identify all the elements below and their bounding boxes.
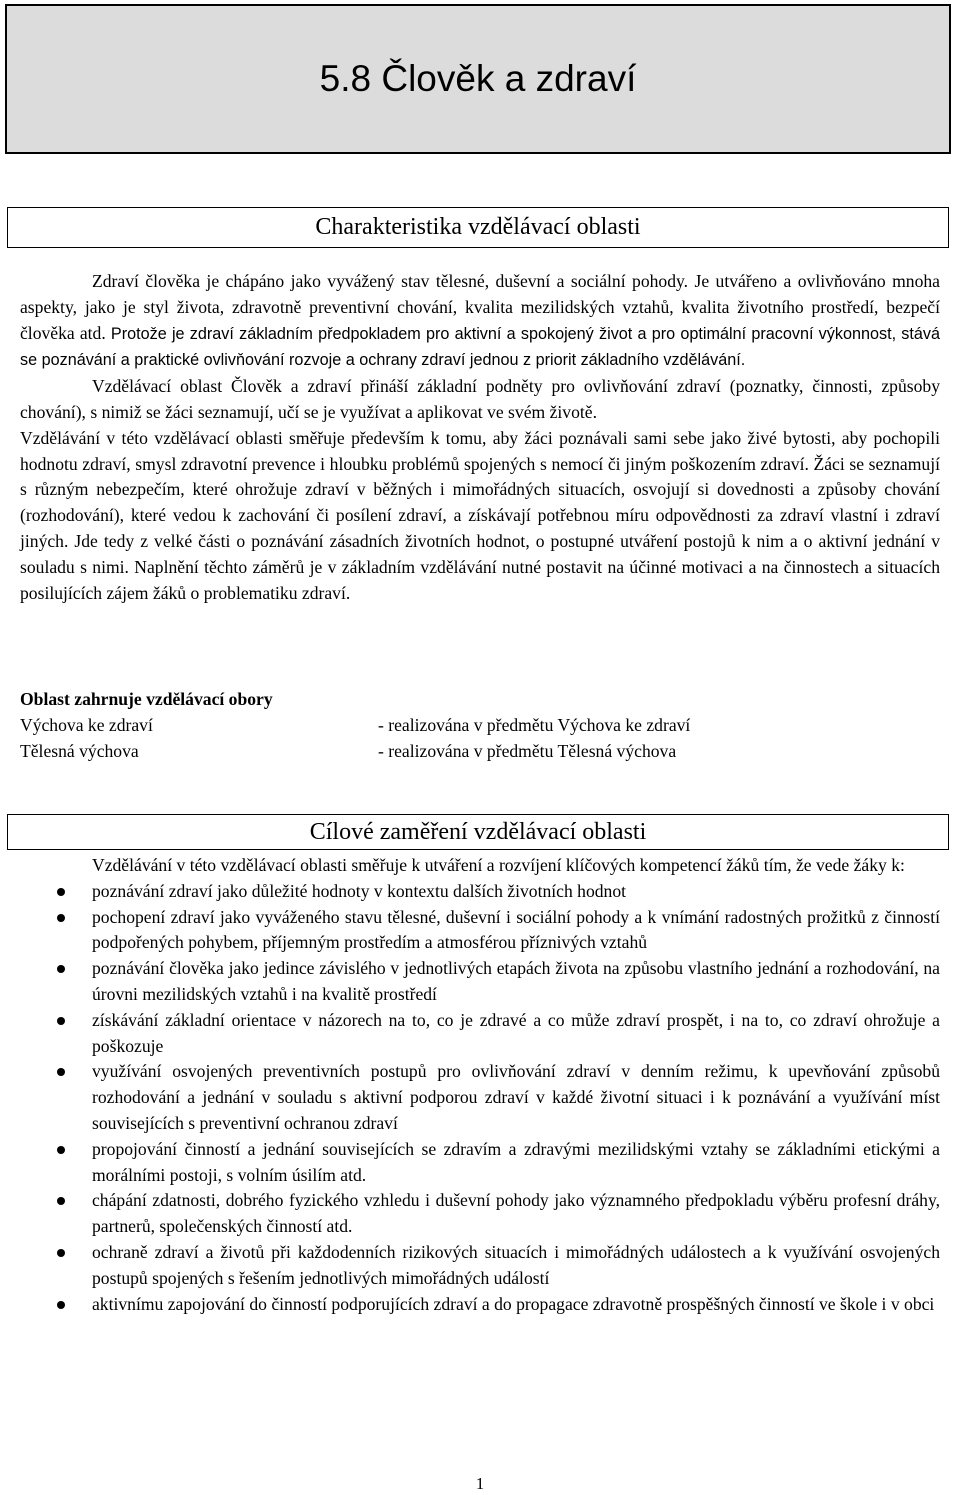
list-item-text: aktivnímu zapojování do činností podporujících zdraví a do propagace zdravotně prospěšných činností ve škole i v obci xyxy=(92,1293,935,1314)
list-item-text: chápání zdatnosti, dobrého fyzického vzhledu i duševní pohody jako významného předpokladu výběru profesní dráhy, partnerů, společenských činností atd. xyxy=(92,1190,940,1237)
section-heading-goals: Cílové zaměření vzdělávací oblasti xyxy=(309,818,647,845)
list-item xyxy=(20,879,940,905)
paragraph-text-sans: Protože je zdraví základním předpokladem pro aktivní a spokojený život a pro optimální pracovní výkonnost, stává se poznávání a praktické ovlivňování rozvoje a ochrany zdraví jednou z priorit základního vzdělávání. xyxy=(20,324,941,370)
bullet-icon xyxy=(57,1197,65,1205)
subject-areas xyxy=(20,687,940,764)
bullet-icon xyxy=(57,1249,65,1257)
bullet-icon xyxy=(57,1017,65,1025)
goals-body xyxy=(20,853,940,1317)
bullet-icon xyxy=(57,965,65,973)
bullet-icon xyxy=(57,914,65,922)
list-item-text: pochopení zdraví jako vyváženého stavu tělesné, duševní i sociální pohody a k vnímání radostných prožitků z činností podpořených pohybem, příjemným prostředím a atmosférou příznivých vztahů xyxy=(92,906,940,953)
subject-name: Tělesná výchova xyxy=(20,740,139,761)
list-item-text: propojování činností a jednání souvisejících se zdravím a zdravými mezilidskými vztahy se základními etickými a morálními postoji, s volním úsilím atd. xyxy=(92,1138,940,1185)
list-item-text: poznávání člověka jako jedince závislého v jednotlivých etapách života na způsobu vlastního jednání a rozhodování, na úrovni mezilidských vztahů i na kvalitě prostředí xyxy=(92,958,940,1004)
list-item-text: poznávání zdraví jako důležité hodnoty v kontextu dalších životních hodnot xyxy=(92,880,627,901)
bullet-icon xyxy=(57,888,65,896)
list-item-text: získávání základní orientace v názorech na to, co je zdravé a co může zdraví prospět, i na to, co zdraví ohrožuje a poškozuje xyxy=(92,1009,940,1056)
list-item xyxy=(20,956,940,1008)
list-item xyxy=(20,1240,940,1292)
subject-name: Výchova ke zdraví xyxy=(20,714,153,735)
subject-note: - realizována v předmětu Tělesná výchova xyxy=(378,740,677,761)
paragraph-text: Zdraví člověka je chápáno jako vyvážený stav tělesné, duševní a sociální pohody. Je utvářeno a ovlivňováno mnoha aspekty, jako je styl života, zdravotně preventivní chování, kvalita mezilidských vztahů, kvalita životního prostředí, bezpečí člověka atd. xyxy=(20,271,940,343)
goals-intro: Vzdělávání v této vzdělávací oblasti směřuje k utváření a rozvíjení klíčových kompetencí žáků tím, že vede žáky k: xyxy=(92,855,905,875)
chapter-title: 5.8 Člověk a zdraví xyxy=(319,58,637,99)
list-item-text: ochraně zdraví a životů při každodenních rizikových situacích i mimořádných událostech a k využívání osvojených postupů spojených s řešením jednotlivých mimořádných událostí xyxy=(92,1241,940,1288)
goals-list xyxy=(20,879,940,1318)
section-heading-characteristics: Charakteristika vzdělávací oblasti xyxy=(315,214,641,240)
section-heading-box xyxy=(7,814,949,850)
subject-note: - realizována v předmětu Výchova ke zdraví xyxy=(378,714,691,735)
list-item xyxy=(20,1292,940,1318)
characteristics-body xyxy=(20,269,940,606)
list-item xyxy=(20,1137,940,1189)
paragraph xyxy=(20,269,940,374)
chapter-title-box xyxy=(5,4,951,154)
paragraph: Vzdělávací oblast Člověk a zdraví přináší základní podněty pro ovlivňování zdraví (poznatky, činnosti, způsoby chování), s nimiž se žáci seznamují, učí se je využívat a aplikovat ve svém životě. xyxy=(20,376,940,422)
paragraph: Vzdělávání v této vzdělávací oblasti směřuje především k tomu, aby žáci poznávali sami sebe jako živé bytosti, aby pochopili hodnotu zdraví, smysl zdravotní prevence i hloubku problémů spojených s nemocí či jiným poškozením zdraví. Žáci se seznamují s různým nebezpečím, které ohrožuje zdraví v běžných i mimořádných situacích, osvojují si dovednosti a způsoby chování (rozhodování), které vedou k zachování či posílení zdraví, a získávají potřebnou míru odpovědnosti za zdraví vlastní i zdraví jiných. Jde tedy z velké části o poznávání zásadních životních hodnot, o postupné utváření postojů k nim a o aktivní jednání v souladu s nimi. Naplnění těchto záměrů je v základním vzdělávání nutné postavit na účinné motivaci a na činnostech a situacích posilujících zájem žáků o problematiku zdraví. xyxy=(20,427,940,603)
bullet-icon xyxy=(57,1068,65,1076)
subject-row xyxy=(20,713,940,739)
list-item-text: využívání osvojených preventivních postupů pro ovlivňování zdraví v denním režimu, k upevňování způsobů rozhodování a jednání v souladu s aktivní podporou zdraví v každé životní situaci i k poznávání a využívání míst souvisejících s preventivní ochranou zdraví xyxy=(92,1061,940,1133)
list-item xyxy=(20,1059,940,1136)
bullet-icon xyxy=(57,1301,65,1309)
subject-row xyxy=(20,739,940,765)
list-item xyxy=(20,905,940,957)
bullet-icon xyxy=(57,1146,65,1154)
list-item xyxy=(20,1188,940,1240)
page-number: 1 xyxy=(475,1474,485,1493)
subject-areas-heading: Oblast zahrnuje vzdělávací obory xyxy=(20,689,273,709)
list-item xyxy=(20,1008,940,1060)
section-heading-box xyxy=(7,207,949,248)
